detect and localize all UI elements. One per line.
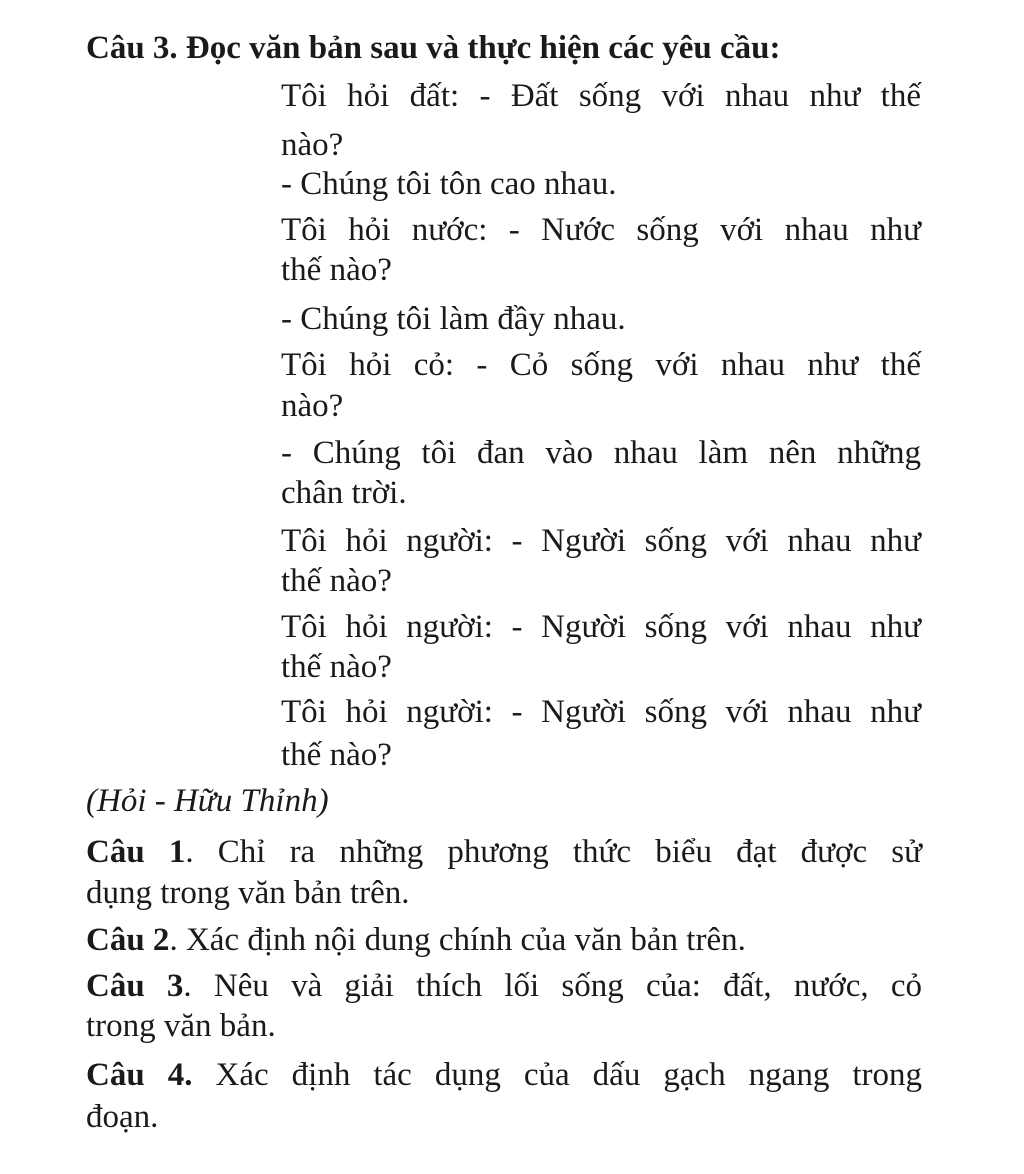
question-3-line-1 bbox=[86, 966, 922, 1006]
poem-source: (Hỏi - Hữu Thỉnh) bbox=[86, 783, 329, 819]
poem-line-14: thế nào? bbox=[281, 649, 392, 685]
poem-line-12: thế nào? bbox=[281, 563, 392, 599]
poem-line-4: Tôi hỏi nước: - Nước sống với nhau như bbox=[281, 212, 921, 248]
question-2-line-1 bbox=[86, 920, 746, 960]
question-4-line-2: đoạn. bbox=[86, 1099, 159, 1135]
question-4-text: Xác định tác dụng của dấu gạch ngang trong bbox=[192, 1057, 923, 1093]
poem-line-9: - Chúng tôi đan vào nhau làm nên những bbox=[281, 435, 921, 471]
poem-line-7: Tôi hỏi cỏ: - Cỏ sống với nhau như thế bbox=[281, 347, 921, 383]
poem-line-15: Tôi hỏi người: - Người sống với nhau như bbox=[281, 694, 921, 730]
question-1-label: Câu 1 bbox=[86, 834, 186, 870]
poem-line-6: - Chúng tôi làm đầy nhau. bbox=[281, 301, 626, 337]
poem-line-2: nào? bbox=[281, 127, 344, 163]
question-1-line-2: dụng trong văn bản trên. bbox=[86, 875, 410, 911]
poem-line-10: chân trời. bbox=[281, 475, 407, 511]
question-3-label: Câu 3 bbox=[86, 968, 184, 1004]
question-3-line-2: trong văn bản. bbox=[86, 1008, 276, 1044]
question-1-line-1 bbox=[86, 832, 922, 872]
poem-line-16: thế nào? bbox=[281, 737, 392, 773]
question-4-line-1 bbox=[86, 1055, 922, 1095]
question-1-text: . Chỉ ra những phương thức biểu đạt được sử bbox=[185, 834, 922, 870]
question-3-text: . Nêu và giải thích lối sống của: đất, nước, cỏ bbox=[183, 968, 922, 1004]
question-4-label: Câu 4. bbox=[86, 1057, 193, 1093]
poem-line-8: nào? bbox=[281, 388, 344, 424]
poem-line-1: Tôi hỏi đất: - Đất sống với nhau như thế bbox=[281, 78, 921, 114]
poem-line-3: - Chúng tôi tôn cao nhau. bbox=[281, 166, 617, 202]
poem-line-11: Tôi hỏi người: - Người sống với nhau như bbox=[281, 523, 921, 559]
poem-line-5: thế nào? bbox=[281, 252, 392, 288]
question-2-label: Câu 2 bbox=[86, 922, 170, 958]
question-2-text: . Xác định nội dung chính của văn bản trên. bbox=[169, 922, 746, 958]
exercise-heading: Câu 3. Đọc văn bản sau và thực hiện các yêu cầu: bbox=[86, 30, 781, 66]
poem-line-13: Tôi hỏi người: - Người sống với nhau như bbox=[281, 609, 921, 645]
